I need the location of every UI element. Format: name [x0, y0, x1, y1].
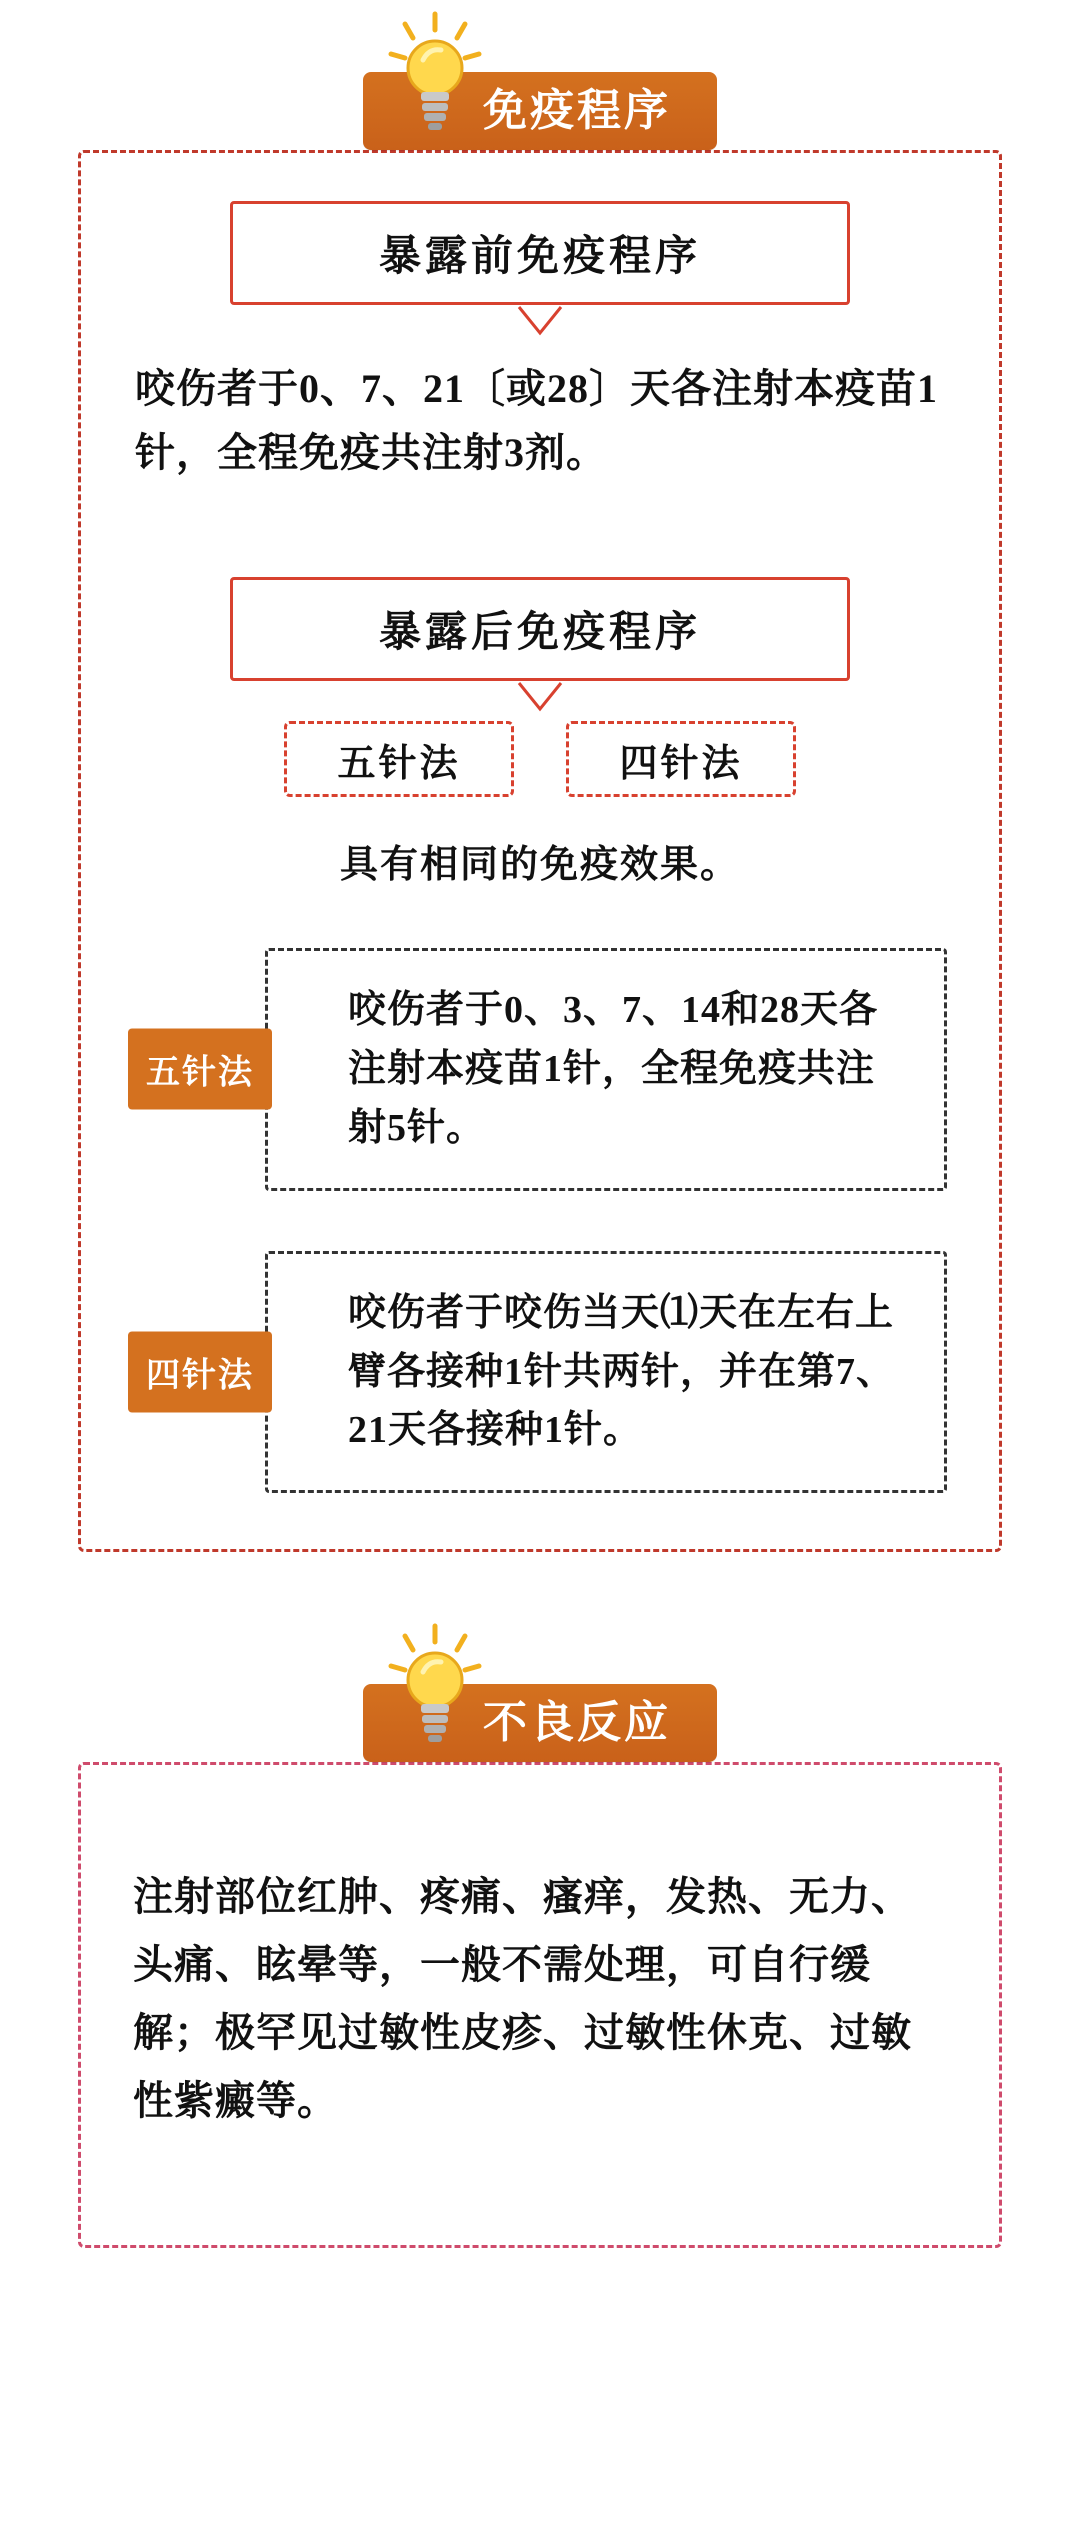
lightbulb-icon	[385, 1622, 485, 1754]
method-chip-four-label: 四针法	[619, 742, 743, 785]
section-title-adverse: 不良反应	[483, 1698, 671, 1748]
adverse-reaction-text: 注射部位红肿、疼痛、瘙痒，发热、无力、头痛、眩晕等，一般不需处理，可自行缓解；极罕见过敏性皮疹、过敏性休克、过敏性紫癜等。	[133, 1874, 912, 2124]
detail-text-five-needle: 咬伤者于0、3、7、14和28天各注射本疫苗1针，全程免疫共注射5针。	[348, 989, 879, 1149]
method-chip-row	[125, 721, 955, 797]
section-title: 免疫程序	[483, 86, 671, 135]
connector-arrow-2	[125, 681, 955, 715]
pre-exposure-heading	[230, 201, 850, 305]
section-banner	[363, 72, 717, 150]
detail-text-four-needle: 咬伤者于咬伤当天⑴天⁠在左右上臂各接种1针⁠共两针⁠，并在第7、21天各接种1针。	[348, 1291, 896, 1452]
method-chip-five-label: 五针法	[337, 742, 461, 785]
detail-tag-four-needle: 四针法	[128, 1332, 272, 1413]
lightbulb-icon	[385, 10, 485, 142]
detail-block-four-needle	[146, 1251, 947, 1494]
section-header-adverse	[0, 1612, 1080, 1762]
adverse-reaction-box	[78, 1762, 1002, 2248]
connector-arrow-1	[125, 305, 955, 339]
pre-exposure-text: 咬伤者于0、7、21〔或28〕天各注射本疫苗1针，全程免疫共注射3剂。	[135, 366, 938, 475]
detail-block-five-needle	[146, 948, 947, 1191]
section-banner-adverse	[363, 1684, 717, 1762]
pre-exposure-heading-label: 暴露前免疫程序	[378, 234, 701, 280]
detail-tag-five-needle: 五针法	[128, 1029, 272, 1110]
method-chip-five	[284, 721, 514, 797]
methods-note: 具有相同的免疫效果。	[339, 844, 740, 886]
post-exposure-heading	[230, 577, 850, 681]
method-chip-four	[566, 721, 796, 797]
immunization-content-box	[78, 150, 1002, 1552]
post-exposure-heading-label: 暴露后免疫程序	[378, 610, 701, 656]
section-header-immunization	[0, 0, 1080, 150]
